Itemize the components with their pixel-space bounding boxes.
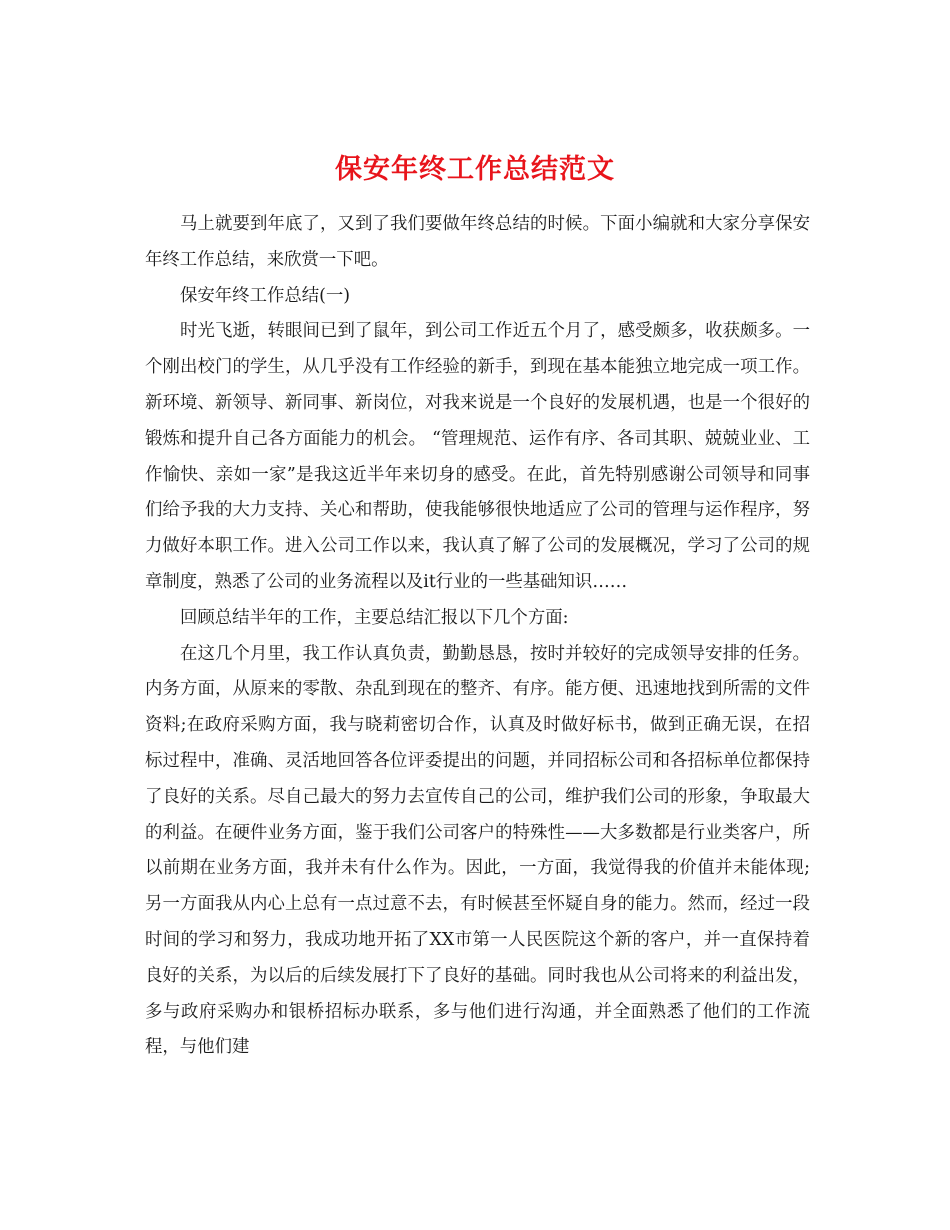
body-paragraph: 在这几个月里，我工作认真负责，勤勤恳恳，按时并较好的完成领导安排的任务。内务方面，从原来的零散、杂乱到现在的整齐、有序。能方便、迅速地找到所需的文件资料;在政府采购方面，我与晓莉密切合作，认真及时做好标书，做到正确无误，在招标过程中，准确、灵活地回答各位评委提出的问题，并同招标公司和各招标单位都保持了良好的关系。尽自己最大的努力去宣传自己的公司，维护我们公司的形象，争取最大的利益。在硬件业务方面，鉴于我们公司客户的特殊性——大多数都是行业类客户，所以前期在业务方面，我并未有什么作为。因此，一方面，我觉得我的价值并未能体现;另一方面我从内心上总有一点过意不去，有时候甚至怀疑自身的能力。然而，经过一段时间的学习和努力，我成功地开拓了XX市第一人民医院这个新的客户，并一直保持着良好的关系，为以后的后续发展打下了良好的基础。同时我也从公司将来的利益出发，多与政府采购办和银桥招标办联系，多与他们进行沟通，并全面熟悉了他们的工作流程，与他们建 [145, 643, 810, 1058]
section-heading: 保安年终工作总结(一) [180, 285, 351, 306]
intro-paragraph: 马上就要到年底了，又到了我们要做年终总结的时候。下面小编就和大家分享保安年终工作总结，来欣赏一下吧。 [145, 214, 810, 270]
body-paragraph: 时光飞逝，转眼间已到了鼠年，到公司工作近五个月了，感受颇多，收获颇多。一个刚出校门的学生，从几乎没有工作经验的新手，到现在基本能独立地完成一项工作。新环境、新领导、新同事、新岗位，对我来说是一个良好的发展机遇，也是一个很好的锻炼和提升自己各方面能力的机会。 “管理规范、运作有序、各司其职、兢兢业业、工作愉快、亲如一家”是我这近半年来切身的感受。在此，首先特别感谢公司领导和同事们给予我的大力支持、关心和帮助，使我能够很快地适应了公司的管理与运作程序，努力做好本职工作。进入公司工作以来，我认真了解了公司的发展概况，学习了公司的规章制度，熟悉了公司的业务流程以及it行业的一些基础知识…… [145, 321, 810, 592]
page-title: 保安年终工作总结范文 [335, 154, 615, 186]
document-body [145, 207, 810, 1066]
body-paragraph: 回顾总结半年的工作，主要总结汇报以下几个方面: [180, 607, 569, 628]
